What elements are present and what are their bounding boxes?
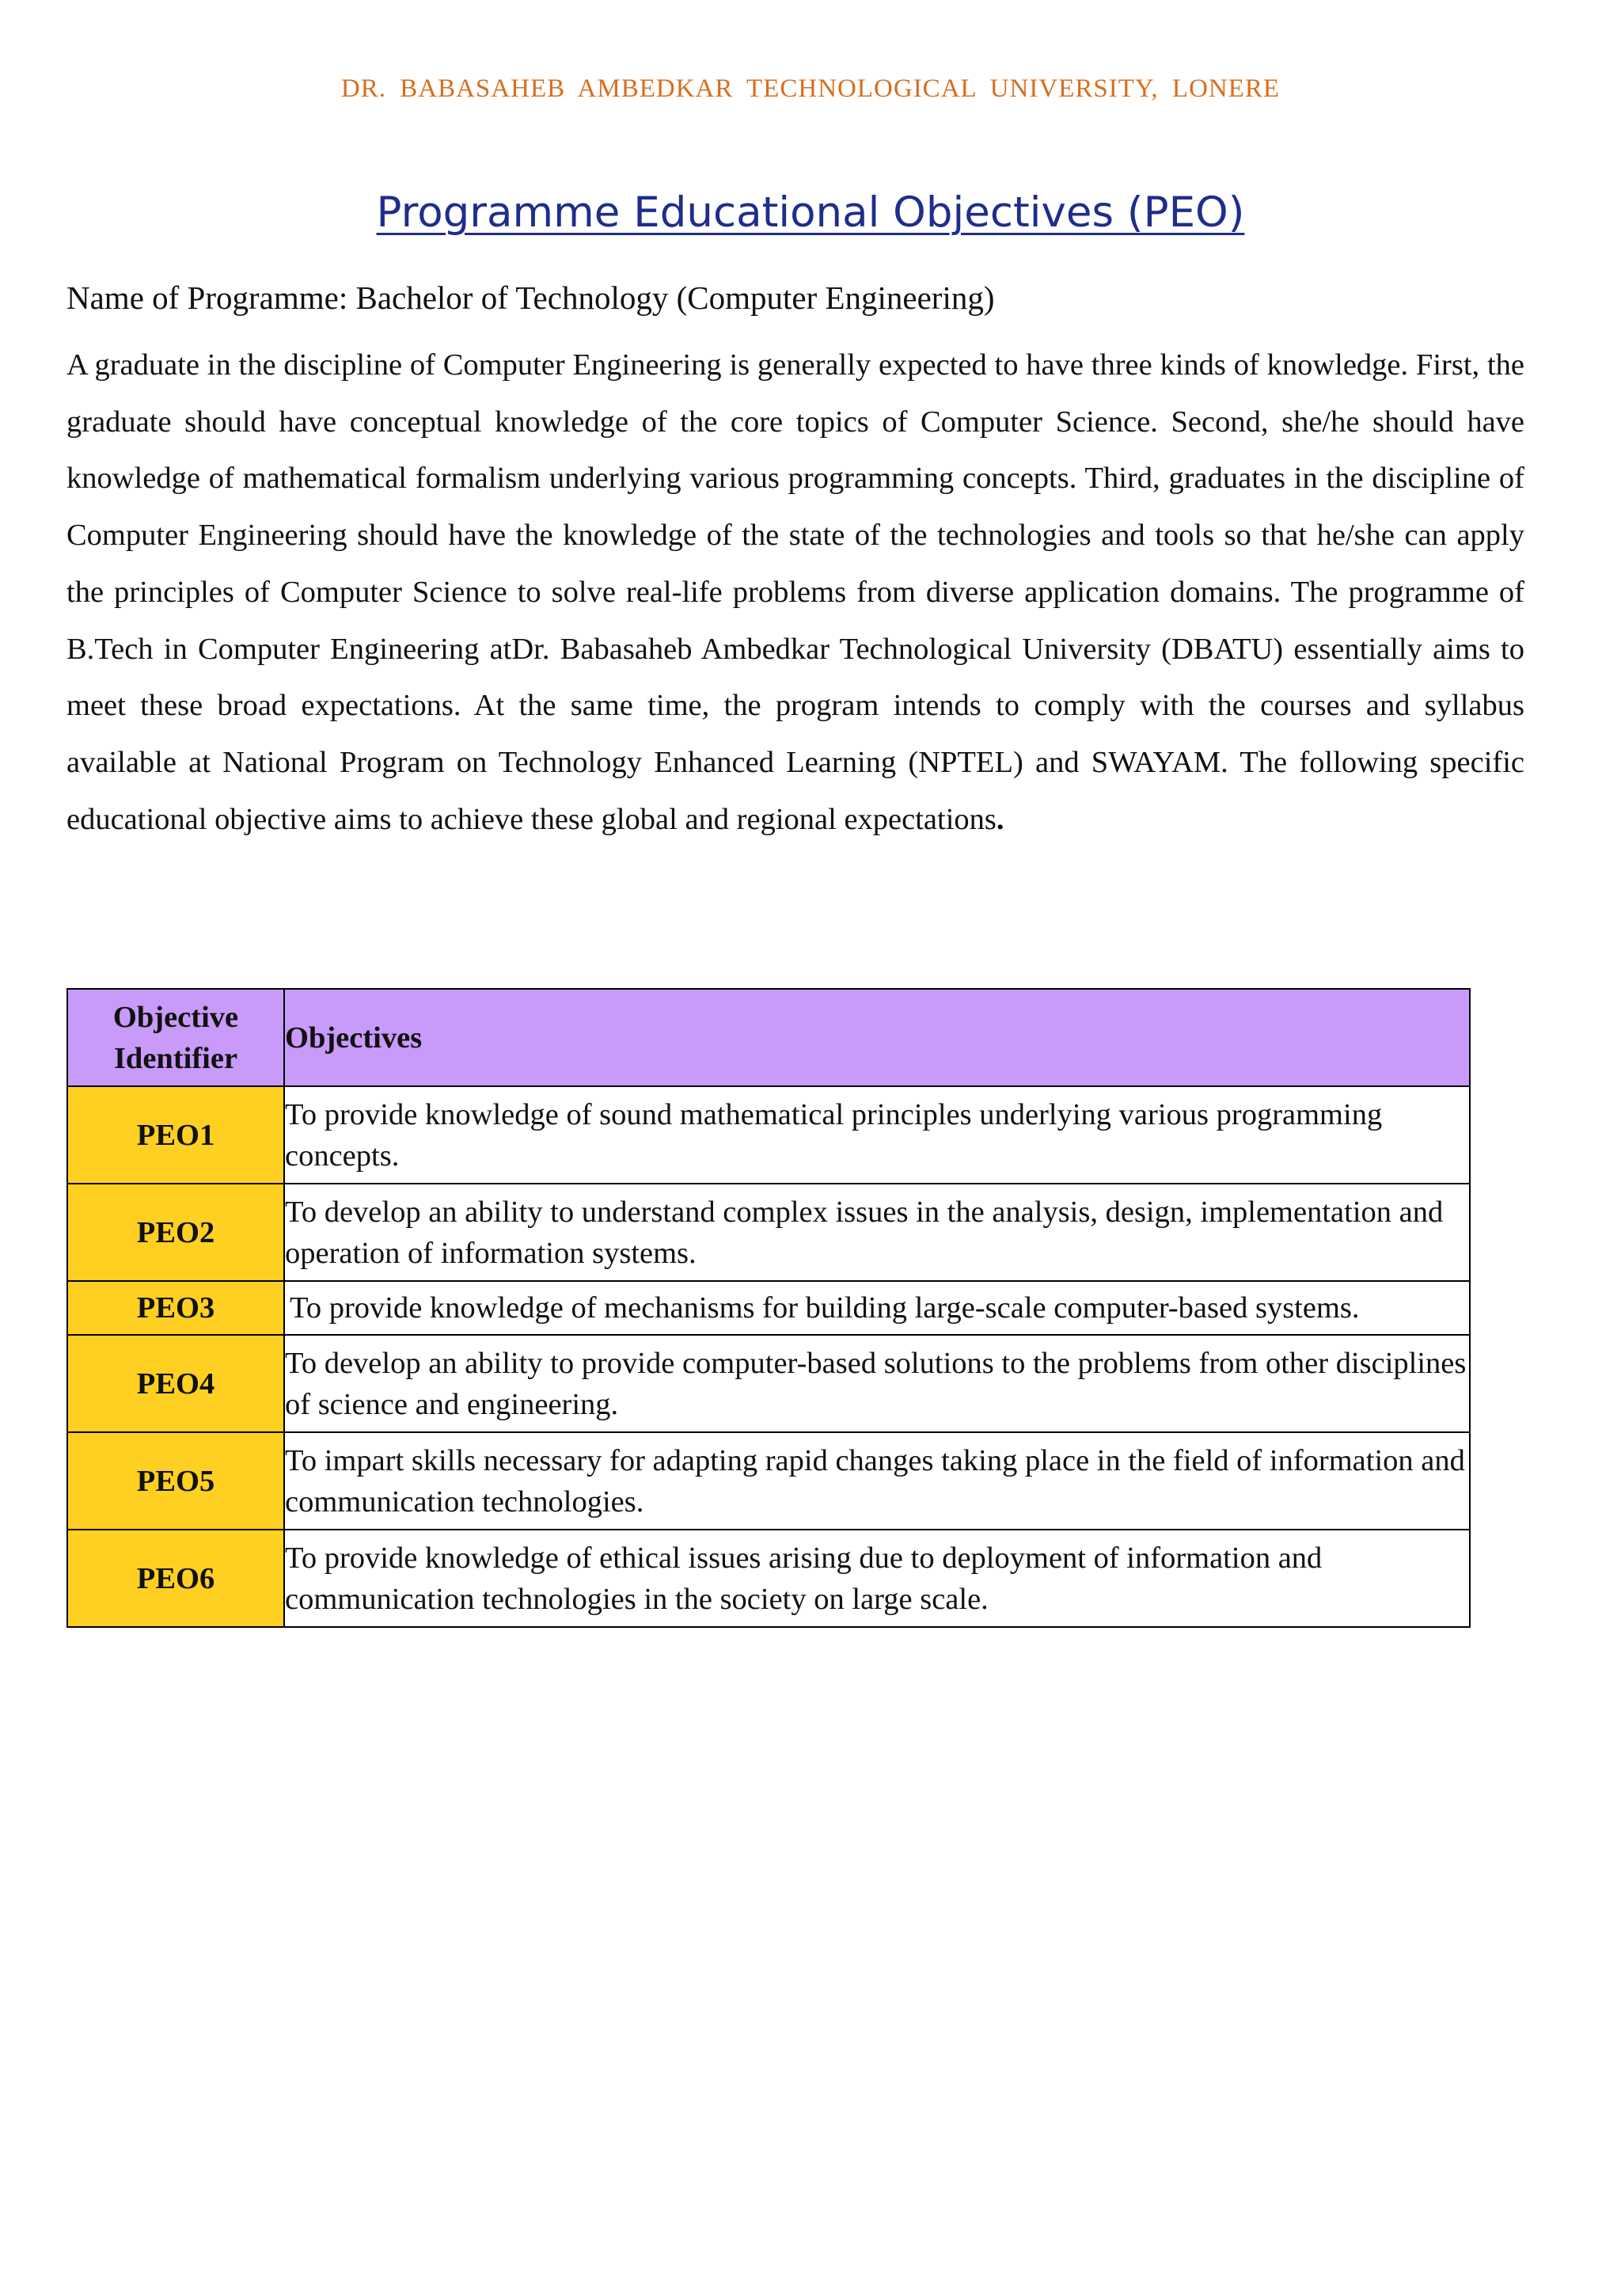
intro-text: A graduate in the discipline of Computer Engineering is generally expected to have three kinds of knowledge. First, the graduate should have conceptual knowledge of the core topics of Computer Science. Second, she/he should have knowledge of mathematical formalism underlying various programming concepts. Third, graduates in the discipline of Computer Engineering should have the knowledge of the state of the technologies and tools so that he/she can apply the principles of Computer Science to solve real-life problems from diverse application domains. The programme of B.Tech in Computer Engineering atDr. Babasaheb Ambedkar Technological University (DBATU) essentially aims to meet these broad expectations. At the same time, the program intends to comply with the courses and syllabus available at National Program on Technology Enhanced Learning (NPTEL) and SWAYAM. The following specific educational objective aims to achieve these global and regional expectations bbox=[66, 348, 1524, 836]
peo-objective: To provide knowledge of ethical issues arising due to deployment of information and communication technologies in the society on large scale. bbox=[284, 1530, 1470, 1627]
peo-id: PEO6 bbox=[67, 1530, 284, 1627]
table-row bbox=[67, 1335, 1470, 1432]
table-header-row bbox=[67, 989, 1470, 1086]
table-row bbox=[67, 1432, 1470, 1530]
intro-paragraph bbox=[66, 337, 1524, 848]
table-row bbox=[67, 1086, 1470, 1184]
peo-objective: To impart skills necessary for adapting rapid changes taking place in the field of information and communication technologies. bbox=[284, 1432, 1470, 1530]
peo-objective: To provide knowledge of mechanisms for building large-scale computer-based systems. bbox=[284, 1281, 1470, 1335]
table-row bbox=[67, 1530, 1470, 1627]
peo-objective: To develop an ability to provide computer-based solutions to the problems from other disciplines of science and engineering. bbox=[284, 1335, 1470, 1432]
intro-end-period: . bbox=[996, 802, 1004, 836]
page-title: Programme Educational Objectives (PEO) bbox=[376, 188, 1245, 237]
peo-id: PEO4 bbox=[67, 1335, 284, 1432]
peo-id: PEO2 bbox=[67, 1184, 284, 1281]
header-id-line2: Identifier bbox=[113, 1041, 238, 1075]
peo-objective: To provide knowledge of sound mathematical principles underlying various programming concepts. bbox=[284, 1086, 1470, 1184]
peo-table bbox=[66, 988, 1471, 1628]
university-header: DR. BABASAHEB AMBEDKAR TECHNOLOGICAL UNIVERSITY, LONERE bbox=[340, 74, 1281, 103]
table-row bbox=[67, 1281, 1470, 1335]
header-objectives: Objectives bbox=[284, 989, 1470, 1086]
header-id-line1: Objective bbox=[112, 1000, 239, 1034]
programme-name: Name of Programme: Bachelor of Technology (Computer Engineering) bbox=[66, 279, 995, 316]
peo-objective: To develop an ability to understand complex issues in the analysis, design, implementation and operation of information systems. bbox=[284, 1184, 1470, 1281]
peo-id: PEO5 bbox=[67, 1432, 284, 1530]
peo-id: PEO1 bbox=[67, 1086, 284, 1184]
table-row bbox=[67, 1184, 1470, 1281]
header-objective-identifier bbox=[67, 989, 284, 1086]
peo-id: PEO3 bbox=[67, 1281, 284, 1335]
